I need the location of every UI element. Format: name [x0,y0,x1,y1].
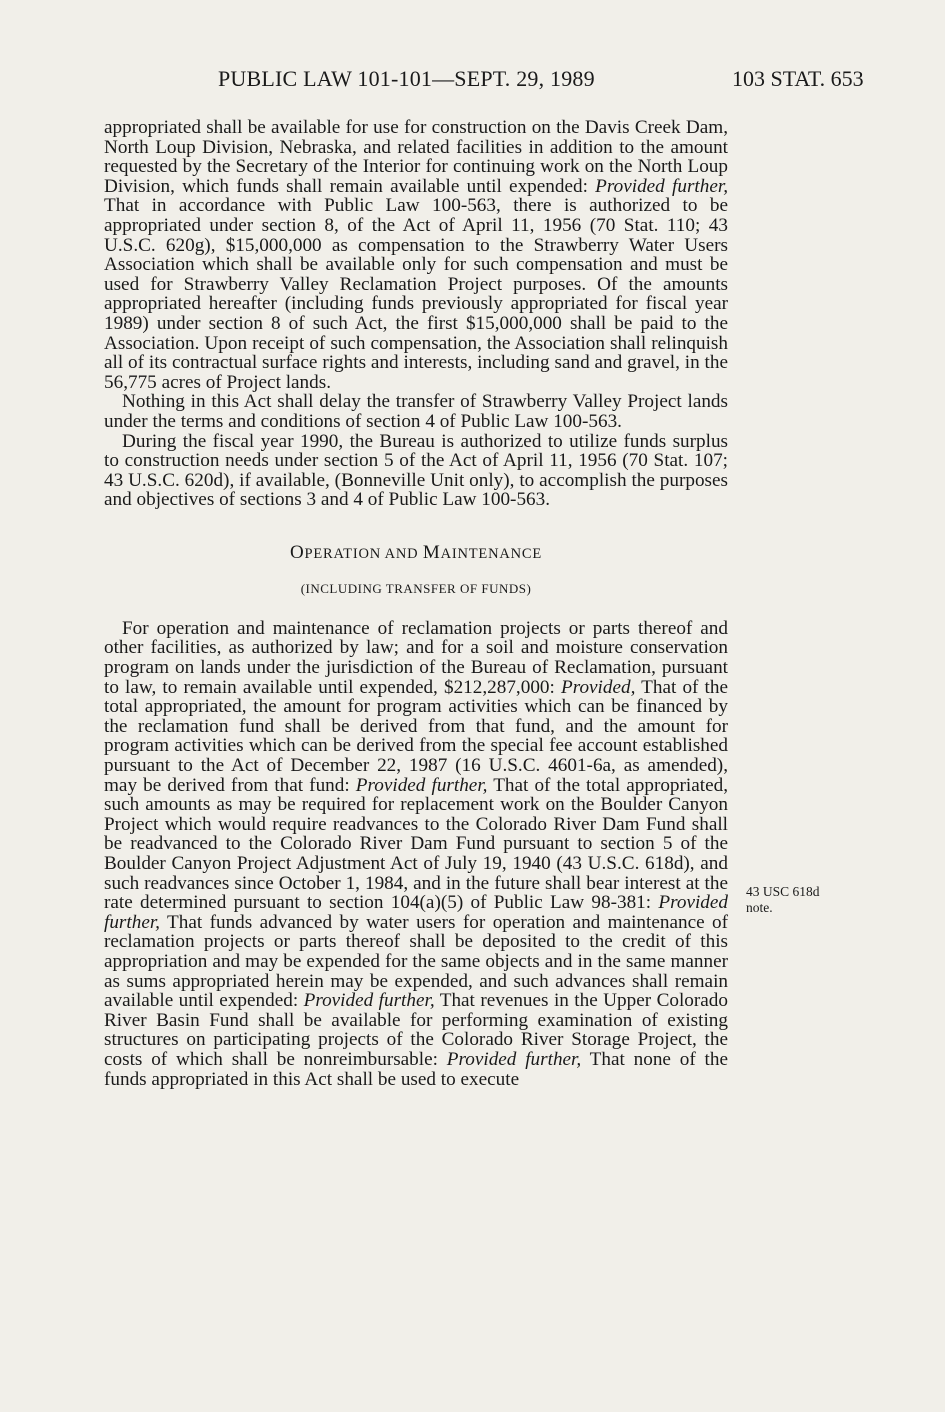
margin-note-line-2: note. [746,900,773,915]
running-header-title: PUBLIC LAW 101-101—SEPT. 29, 1989 [218,66,595,91]
paragraph-strawberry-transfer: Nothing in this Act shall delay the transfer of Strawberry Valley Project lands under the terms and conditions of section 4 of Public Law 100-563. [104,391,728,432]
page-stat-number: 103 STAT. 653 [732,66,864,91]
paragraph-continuation: appropriated shall be available for use for construction on the Davis Creek Dam, North Loup Division, Nebraska, and related facilities in addition to the amount requested by the Secretary of the Interior for continuing work on the North Loup Division, which funds shall remain available until expended: Provided further, That in accordance with Public Law 100-563, there is authorized to be appropriated under section 8, of the Act of April 11, 1956 (70 Stat. 110; 43 U.S.C. 620g), $15,000,000 as compensation to the Strawberry Water Users Association which shall be available only for such compensation and must be used for Strawberry Valley Reclamation Project purposes. Of the amounts appropriated hereafter (including funds previously appropriated for fiscal year 1989) under section 8 of such Act, the first $15,000,000 shall be paid to the Association. Upon receipt of such compensation, the Association shall relinquish all of its contractual surface rights and interests, including sand and gravel, in the 56,775 acres of Project lands. [104,117,728,393]
section-subheading: (INCLUDING TRANSFER OF FUNDS) [300,580,532,596]
margin-citation-note [746,884,820,916]
paragraph-fiscal-year-1990: During the fiscal year 1990, the Bureau is authorized to utilize funds surplus to construction needs under section 5 of the Act of April 11, 1956 (70 Stat. 107; 43 U.S.C. 620d), if available, (Bonneville Unit only), to accomplish the purposes and objectives of sections 3 and 4 of Public Law 100-563. [104,430,728,511]
body-text [104,118,728,1089]
section-heading: OPERATION AND MAINTENANCE [289,541,543,563]
margin-note-line-1: 43 USC 618d [746,884,820,899]
paragraph-operation-maintenance: For operation and maintenance of reclamation projects or parts thereof and other facilities, as authorized by law; and for a soil and moisture conservation program on lands under the jurisdiction of the Bureau of Reclamation, pursuant to law, to remain available until expended, $212,287,000: Provided, That of the total appropriated, the amount for program activities which can be financed by the reclamation fund shall be derived from that fund, and the amount for program activities which can be derived from the special fee account established pursuant to the Act of December 22, 1987 (16 U.S.C. 4601-6a, as amended), may be derived from that fund: Provided further, That of the total appropriated, such amounts as may be required for replacement work on the Boulder Canyon Project which would require readvances to the Colorado River Dam Fund shall be readvanced to the Colorado River Dam Fund pursuant to section 5 of the Boulder Canyon Project Adjustment Act of July 19, 1940 (43 U.S.C. 618d), and such readvances since October 1, 1984, and in the future shall bear interest at the rate determined pursuant to section 104(a)(5) of Public Law 98-381: Provided further, That funds advanced by water users for operation and maintenance of reclamation projects or parts thereof shall be deposited to the credit of this appropriation and may be expended for the same objects and in the same manner as sums appropriated herein may be expended, and such advances shall remain available until expended: Provided further, That revenues in the Upper Colorado River Basin Fund shall be available for performing examination of existing structures on participating projects of the Colorado River Storage Project, the costs of which shall be nonreimbursable: Provided further, That none of the funds appropriated in this Act shall be used to execute [104,617,728,1090]
